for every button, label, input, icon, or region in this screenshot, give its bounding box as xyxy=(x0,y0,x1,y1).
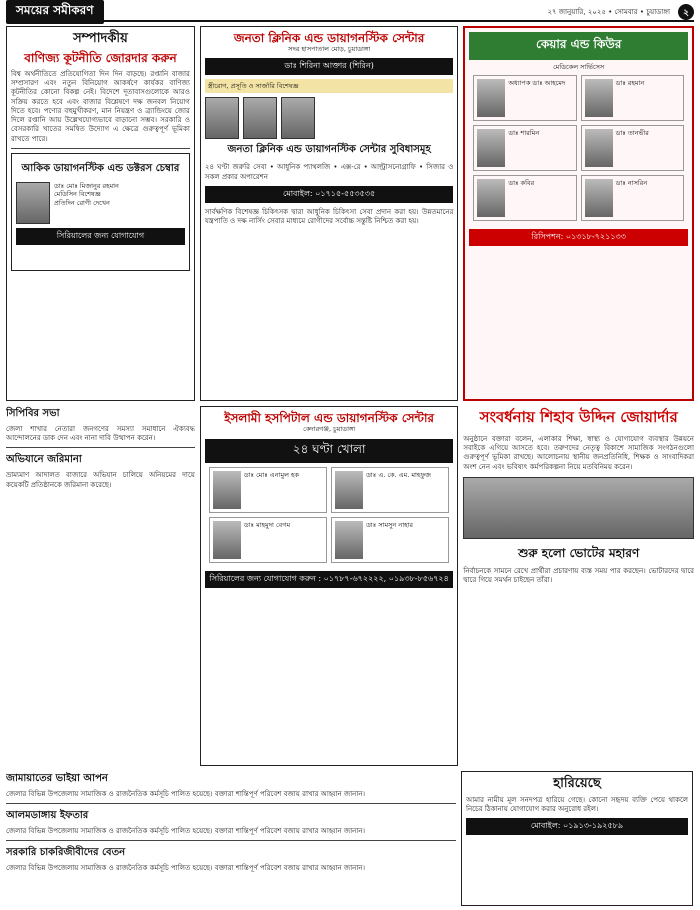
clinic-title: জনতা ক্লিনিক এন্ড ডায়াগনস্টিক সেন্টার xyxy=(233,31,425,45)
doctor-photo xyxy=(16,182,50,224)
doctor-photo xyxy=(243,97,277,139)
vote-body: নির্বাচনকে সামনে রেখে প্রার্থীরা প্রচারণায় ব্যস্ত সময় পার করছেন। ভোটারদের দ্বারে দ্বারে গিয়ে সমর্থন চাইছেন তাঁরা। xyxy=(463,566,694,585)
bottom-headline: জামায়াতের ভাইয়া আপন xyxy=(6,773,108,784)
right-body: অনুষ্ঠানে বক্তারা বলেন, এলাকার শিক্ষা, স্বাস্থ্য ও যোগাযোগ ব্যবস্থার উন্নয়নে সবাইকে এগিয়ে আসতে হবে। তরুণদের নেতৃত্ব বিকাশে সামাজিক সংগঠনগুলো গুরুত্বপূর্ণ ভূমিকা রাখছে। আলোচনায় স্থানীয় জনপ্রতিনিধি, শিক্ষক ও সাংবাদিকরা অংশ নেন এবং ভবিষ্যৎ কর্মপরিকল্পনা নিয়ে মতবিনিময় করেন। xyxy=(463,435,694,471)
right-headline: সংবর্ধনায় শিহাব উদ্দিন জোয়ার্দার xyxy=(479,408,678,426)
clinic-subtitle: সদর হাসপাতাল মোড়, চুয়াডাঙ্গা xyxy=(288,45,371,54)
doctor-photo xyxy=(281,97,315,139)
masthead: সময়ের সমীকরণ xyxy=(6,0,104,24)
middle-left-column: সিপিবির সভা জেলা শাখার নেতারা জনগণের সমস্যা সমাধানে ঐক্যবদ্ধ আন্দোলনের ডাক দেন এবং নানা দাবি উত্থাপন করেন। অভিযানে জরিমানা ভ্রাম্যমাণ আদালত বাজারে অভিযান চালিয়ে অনিয়মের দায়ে কয়েকটি প্রতিষ্ঠানকে জরিমানা করেছে। xyxy=(6,408,195,489)
hospital-subtitle: কেদারগঞ্জ, চুয়াডাঙ্গা xyxy=(303,425,356,434)
aqik-ad: আকিক ডায়াগনস্টিক এন্ড ডক্টরস চেম্বার ডাঃ মোঃ মিজানুর রহমান মেডিসিন বিশেষজ্ঞ প্রতিদিন রোগী দেখেন সিরিয়ালের জন্য যোগাযোগ xyxy=(11,153,190,271)
clinic-extra-text: সার্বক্ষণিক বিশেষজ্ঞ চিকিৎসক দ্বারা আধুনিক চিকিৎসা সেবা প্রদান করা হয়। উন্নতমানের যন্ত্রপাতি ও দক্ষ নার্সিং সেবার মাধ্যমে রোগীদের সর্বোচ্চ সন্তুষ্টি নিশ্চিত করা হয়। xyxy=(204,207,454,225)
hospital-hours: ২৪ ঘণ্টা খোলা xyxy=(205,439,453,463)
bottom-headline: আলমডাঙ্গায় ইফতার xyxy=(6,810,89,822)
hospital-contact: সিরিয়ালের জন্য যোগাযোগ করুন : ০১৭৮৭-৬৭২২২২, ০১৯৩৮-৮৫৬৭২৪ xyxy=(205,571,453,588)
editorial-body: বিশ্ব অর্থনীতিতে প্রতিযোগিতা দিন দিন বাড়ছে। রপ্তানি বাজার সম্প্রসারণ এবং নতুন বিনিয়োগ আকর্ষণে কার্যকর বাণিজ্য কূটনীতির কোনো বিকল্প নেই। বিদেশে দূতাবাসগুলোকে আরও সক্রিয় করতে হবে এবং বাজার বিশ্লেষণে দক্ষ জনবল নিয়োগ দিতে হবে। পণ্যের বহুমুখীকরণ, মান নিয়ন্ত্রণ ও ব্র্যান্ডিংয়ে জোর দিলে রপ্তানি আয় উল্লেখযোগ্যভাবে বাড়ানো সম্ভব। সরকারি ও বেসরকারি খাতের সমন্বিত উদ্যোগ এ ক্ষেত্রে গুরুত্বপূর্ণ ভূমিকা রাখতে পারে। xyxy=(11,69,190,143)
bottom-headline: সরকারি চাকরিজীবীদের বেতন xyxy=(6,847,126,859)
vote-headline: শুরু হলো ভোটের মহারণ xyxy=(518,545,640,560)
clinic-doctor-detail: স্ত্রীরোগ, প্রসূতি ও সার্জারি বিশেষজ্ঞ xyxy=(205,79,453,93)
middle-headline: সিপিবির সভা xyxy=(6,408,60,419)
care-cure-subtitle: মেডিকেল সার্ভিসেস xyxy=(553,63,605,71)
editorial-title: সম্পাদকীয় xyxy=(73,31,128,46)
dateline: ২৭ জানুয়ারি, ২০২৫ • সোমবার • চুয়াডাঙ্গা xyxy=(547,8,670,16)
clinic-doctor: ডাঃ শিরিনা আক্তার (শিরিন) xyxy=(205,58,453,75)
page-header xyxy=(6,4,694,22)
lost-notice xyxy=(461,771,693,906)
clinic-features: ২৪ ঘণ্টা জরুরি সেবা • আধুনিক প্যাথলজি • এক্স-রে • আল্ট্রাসনোগ্রাফি • সিজার ও সকল প্রকার অপারেশন xyxy=(204,163,454,181)
clinic-contact: মোবাইল: ০১৭১৫-৫৫৩৫৩৫ xyxy=(205,186,453,203)
middle-headline: অভিযানে জরিমানা xyxy=(6,454,82,466)
lost-contact: মোবাইল: ০১৯১৩-১৯২৫৮৯ xyxy=(466,818,688,835)
care-cure-phone: রিসিপশন: ০১৩১৮-৭২১১৩৩ xyxy=(469,229,688,246)
lost-title: হারিয়েছে xyxy=(553,776,601,791)
clinic-features-title: জনতা ক্লিনিক এন্ড ডায়াগনস্টিক সেন্টার সুবিধাসমূহ xyxy=(227,144,431,156)
doctor-photo xyxy=(205,97,239,139)
news-photo xyxy=(463,477,694,539)
editorial-box xyxy=(6,26,195,401)
care-cure-ad: কেয়ার এন্ড কিউর মেডিকেল সার্ভিসেস অধ্যাপক ডাঃ আহমেদ ডাঃ রহমান ডাঃ শারমিন ডাঃ তানভীর ডাঃ কবির ডাঃ নাসরিন রিসিপশন: ০১৩১৮-৭২১১৩৩ xyxy=(463,26,694,401)
middle-center-column xyxy=(200,406,458,766)
page-number: ২ xyxy=(678,4,694,20)
middle-right-column xyxy=(463,406,694,766)
janata-clinic-ad xyxy=(200,26,458,401)
lost-body: আমার নামীয় মূল সনদপত্র হারিয়ে গেছে। কোনো সহৃদয় ব্যক্তি পেয়ে থাকলে নিচের ঠিকানায় যোগাযোগ করার অনুরোধ রইল। xyxy=(466,795,688,813)
care-cure-title: কেয়ার এন্ড কিউর xyxy=(469,32,688,60)
editorial-headline: বাণিজ্য কূটনীতি জোরদার করুন xyxy=(24,50,177,65)
bottom-left-news: জামায়াতের ভাইয়া আপন জেলার বিভিন্ন উপজেলায় সামাজিক ও রাজনৈতিক কর্মসূচি পালিত হয়েছে। বক্তারা শান্তিপূর্ণ পরিবেশ বজায় রাখার আহ্বান জানান। আলমডাঙ্গায় ইফতার জেলার বিভিন্ন উপজেলায় সামাজিক ও রাজনৈতিক কর্মসূচি পালিত হয়েছে। বক্তারা শান্তিপূর্ণ পরিবেশ বজায় রাখার আহ্বান জানান। সরকারি চাকরিজীবীদের বেতন জেলার বিভিন্ন উপজেলায় সামাজিক ও রাজনৈতিক কর্মসূচি পালিত হয়েছে। বক্তারা শান্তিপূর্ণ পরিবেশ বজায় রাখার আহ্বান জানান। xyxy=(6,771,456,906)
hospital-title: ইসলামী হসপিটাল এন্ড ডায়াগনস্টিক সেন্টার xyxy=(224,411,435,425)
hospital-ad: ইসলামী হসপিটাল এন্ড ডায়াগনস্টিক সেন্টার কেদারগঞ্জ, চুয়াডাঙ্গা ২৪ ঘণ্টা খোলা ডাঃ মোঃ এনামুল হক ডাঃ এ. কে. এম. মাহফুজ ডাঃ মাহমুদা বেগম ডাঃ সামসুন নাহার সিরিয়ালের জন্য যোগাযোগ করুন : ০১৭৮৭-৬৭২২২২, ০১৯৩৮-৮৫৬৭২৪ xyxy=(200,406,458,766)
